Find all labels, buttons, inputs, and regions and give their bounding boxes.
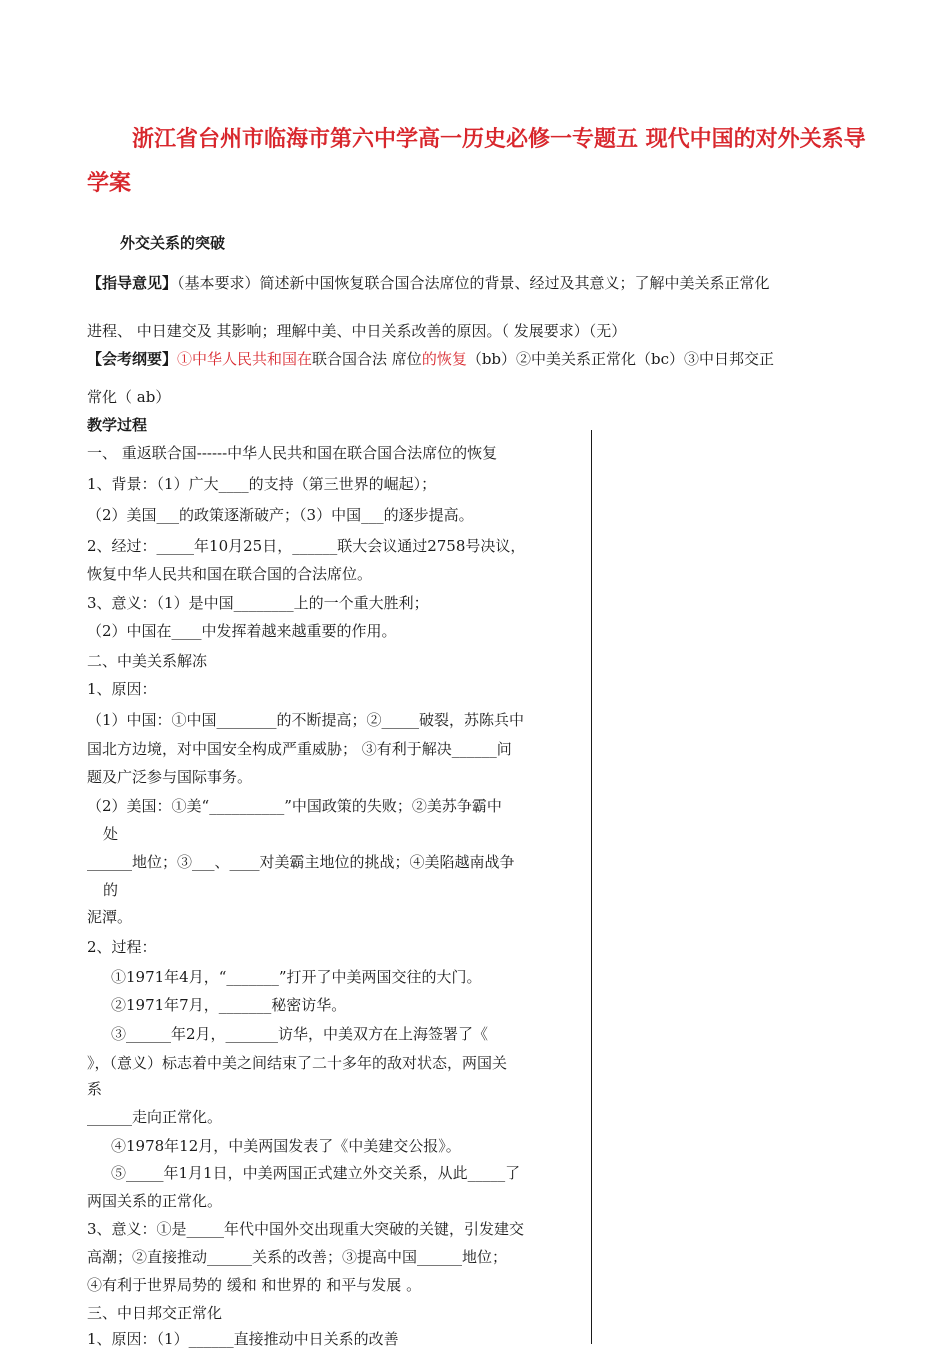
text-line: 三、中日邦交正常化 (87, 1304, 223, 1322)
text-line: ①1971年4月，“_______”打开了中美两国交往的大门。 (111, 968, 482, 986)
outline-label: 【会考纲要】 (87, 350, 178, 368)
text-line: ______走向正常化。 (87, 1108, 223, 1126)
guidance-label: 【指导意见】 (87, 274, 178, 292)
text-line: 两国关系的正常化。 (87, 1192, 223, 1210)
text-line: 3、意义：（1）是中国________上的一个重大胜利； (87, 594, 429, 612)
process-heading: 教学过程 (87, 416, 148, 434)
text-line: 1、背景：（1）广大____的支持（第三世界的崛起）； (87, 475, 437, 493)
text-line: ④有利于世界局势的 缓和 和世界的 和平与发展 。 (87, 1276, 422, 1294)
text-line: 高潮；②直接推动______关系的改善；③提高中国______地位； (87, 1248, 508, 1266)
text-line: 系 (87, 1080, 103, 1098)
outline-red-1: ①中华人民共和国在 (177, 350, 313, 368)
text-line: 2、经过：_____年10月25日，______联大会议通过2758号决议， (87, 537, 526, 555)
text-line: ______地位；③___、____对美霸主地位的挑战；④美陷越南战争 (87, 853, 515, 871)
text-line: 的 (103, 881, 119, 899)
text-line: 处 (103, 825, 119, 843)
outline-block (87, 339, 867, 417)
text-line: 1、原因： (87, 680, 157, 698)
column-divider (591, 430, 592, 1344)
text-line: 》，（意义）标志着中美之间结束了二十多年的敌对状态，两国关 (87, 1054, 508, 1072)
text-line: （2）美国___的政策逐渐破产；（3）中国___的逐步提高。 (87, 506, 474, 524)
outline-black-1: 联合国合法 席位 (312, 350, 422, 368)
outline-red-2: 的恢复 (421, 350, 467, 368)
section-heading: 外交关系的突破 (120, 234, 226, 252)
outline-rest: （bb）②中美关系正常化（bc）③中日邦交正 (466, 350, 775, 368)
text-line: 泥潭。 (87, 908, 133, 926)
text-line: ②1971年7月，_______秘密访华。 (111, 996, 347, 1014)
text-line: 二、中美关系解冻 (87, 652, 208, 670)
guidance-text-2: 进程、 中日建交及 其影响；理解中美、中日关系改善的原因。（ 发展要求）（无） (87, 322, 627, 340)
text-line: （1）中国：①中国________的不断提高；②_____破裂，苏陈兵中 (87, 711, 525, 729)
text-line: ⑤_____年1月1日，中美两国正式建立外交关系，从此_____了 (111, 1164, 521, 1182)
outline-line-2: 常化（ ab） (87, 388, 171, 406)
text-line: ④1978年12月，中美两国发表了《中美建交公报》。 (111, 1137, 461, 1155)
text-line: 3、意义：①是_____年代中国外交出现重大突破的关键，引发建交 (87, 1220, 525, 1238)
text-line: 2、过程： (87, 938, 157, 956)
text-line: （2）美国：①美“__________”中国政策的失败；②美苏争霸中 (87, 797, 502, 815)
document-title: 浙江省台州市临海市第六中学高一历史必修一专题五 现代中国的对外关系导学案 (87, 127, 866, 196)
text-line: 题及广泛参与国际事务。 (87, 768, 253, 786)
text-line: 一、 重返联合国------中华人民共和国在联合国合法席位的恢复 (87, 444, 498, 462)
guidance-text-1: （基本要求）简述新中国恢复联合国合法席位的背景、经过及其意义；了解中美关系正常化 (177, 274, 770, 292)
guidance-block (87, 263, 867, 351)
text-line: 国北方边境，对中国安全构成严重威胁； ③有利于解决______问 (87, 740, 512, 758)
text-line: （2）中国在____中发挥着越来越重要的作用。 (87, 622, 397, 640)
text-line: ③______年2月，_______访华，中美双方在上海签署了《 (111, 1025, 489, 1043)
text-line: 1、原因：（1）______直接推动中日关系的改善 (87, 1330, 399, 1348)
text-line: 恢复中华人民共和国在联合国的合法席位。 (87, 565, 373, 583)
